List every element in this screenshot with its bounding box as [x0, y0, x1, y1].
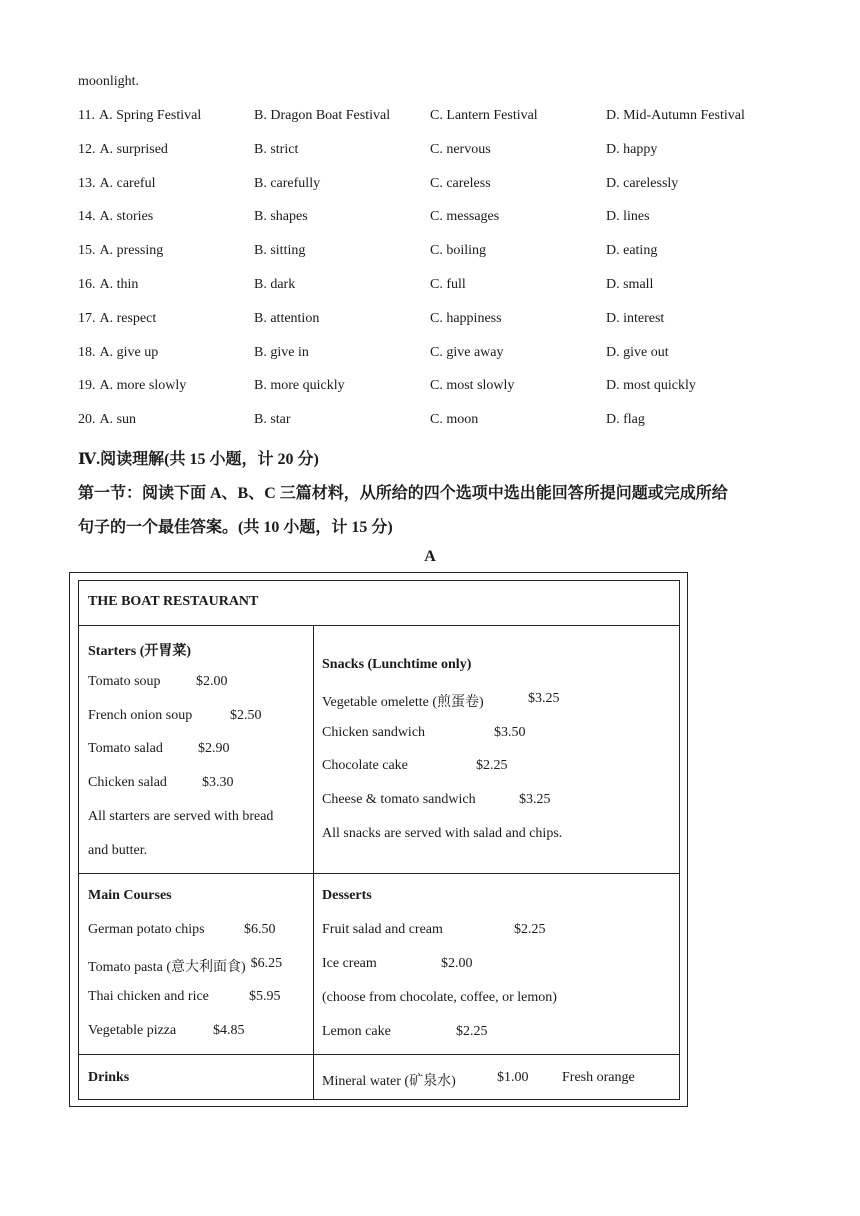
drinks-heading: Drinks [88, 1070, 130, 1085]
option-text: A. thin [99, 277, 139, 292]
option-b: B. Dragon Boat Festival [254, 108, 391, 123]
menu-item-price: $2.50 [230, 707, 262, 723]
menu-item-name: Chicken salad [88, 775, 167, 791]
option-d: D. small [606, 277, 654, 292]
option-c: C. most slowly [430, 378, 515, 394]
part-instruction-line-2: 句子的一个最佳答案。(共 10 小题，计 15 分) [78, 519, 393, 536]
menu-item-name: Tomato salad [88, 741, 163, 757]
option-c: C. moon [430, 412, 479, 428]
part-instruction-line-1: 第一节：阅读下面 A、B、C 三篇材料，从所给的四个选项中选出能回答所提问题或完成所给 [78, 485, 728, 502]
menu-item-price: $3.25 [528, 691, 560, 706]
menu-item-name: Cheese & tomato sandwich [322, 792, 476, 808]
menu-item-name: French onion soup [88, 707, 193, 723]
menu-item-price: $2.90 [198, 741, 230, 757]
ice-cream-flavors-note: (choose from chocolate, coffee, or lemon) [322, 990, 557, 1005]
question-number: 14. [78, 209, 96, 225]
menu-item-name: Vegetable pizza [88, 1023, 177, 1039]
option-d: D. Mid-Autumn Festival [606, 108, 745, 123]
question-number: 19. [78, 378, 96, 394]
menu-item-name: Tomato pasta (意大利面食) [88, 959, 246, 975]
menu-item-name: Lemon cake [322, 1024, 391, 1039]
question-options-row [78, 243, 778, 263]
starters-heading: Starters (开胃菜) [88, 644, 192, 659]
option-b: B. give in [254, 344, 309, 360]
menu-item-price: $2.00 [441, 956, 473, 971]
question-options-row [78, 209, 778, 229]
option-c: C. nervous [430, 141, 491, 157]
option-b: B. shapes [254, 209, 308, 225]
starters-note-line-2: and butter. [88, 843, 148, 858]
option-text: A. stories [99, 209, 154, 225]
option-a [78, 108, 201, 124]
option-text: A. pressing [99, 243, 164, 259]
menu-item-name: Vegetable omelette (煎蛋卷) [322, 695, 484, 710]
menu-item-name: German potato chips [88, 922, 205, 937]
option-b: B. sitting [254, 243, 306, 259]
question-number: 18. [78, 344, 96, 360]
option-c: C. Lantern Festival [430, 108, 538, 123]
option-c: C. careless [430, 175, 491, 191]
snacks-heading: Snacks (Lunchtime only) [322, 657, 472, 672]
menu-item-name: Chicken sandwich [322, 724, 426, 740]
question-options-row [78, 277, 778, 297]
question-options-row [78, 345, 778, 365]
table-column-divider [313, 625, 314, 1100]
question-options-row [78, 108, 778, 128]
option-a [78, 176, 155, 192]
menu-item-price: $2.25 [476, 758, 508, 774]
question-options-row [78, 176, 778, 196]
question-number: 12. [78, 141, 96, 157]
option-d: D. give out [606, 344, 669, 360]
snacks-note: All snacks are served with salad and chips. [322, 826, 563, 841]
question-number: 13. [78, 175, 96, 191]
question-options-row [78, 142, 778, 162]
option-a [78, 345, 158, 361]
option-b: B. strict [254, 141, 299, 157]
section-title: Ⅳ.阅读理解(共 15 小题，计 20 分) [78, 451, 319, 468]
option-c: C. happiness [430, 310, 502, 326]
menu-item-price: $6.50 [244, 922, 276, 937]
option-text: A. give up [99, 344, 159, 360]
starters-note-line-1: All starters are served with bread [88, 809, 274, 824]
option-c: C. full [430, 277, 466, 292]
option-d: D. interest [606, 310, 665, 326]
question-options-row [78, 378, 778, 398]
question-number: 11. [78, 108, 95, 123]
option-text: A. respect [99, 310, 157, 326]
passage-tail-text: moonlight. [78, 74, 140, 89]
option-d: D. happy [606, 141, 658, 157]
option-d: D. most quickly [606, 378, 696, 394]
question-number: 17. [78, 310, 96, 326]
question-options-row [78, 412, 778, 432]
menu-item-name: Mineral water (矿泉水) [322, 1074, 456, 1089]
menu-item-name: Thai chicken and rice [88, 989, 209, 1005]
option-a [78, 277, 138, 293]
option-c: C. messages [430, 209, 500, 225]
option-b: B. carefully [254, 175, 321, 191]
menu-item-name: Fresh orange [562, 1070, 635, 1085]
menu-item-price: $2.25 [456, 1024, 488, 1039]
option-text: A. sun [99, 412, 137, 428]
menu-item-price: $4.85 [213, 1023, 245, 1039]
option-a [78, 243, 163, 259]
menu-item-name: Ice cream [322, 956, 377, 971]
question-number: 20. [78, 412, 96, 428]
question-options-row [78, 311, 778, 331]
option-b: B. more quickly [254, 378, 345, 394]
menu-item-price: $3.25 [519, 792, 551, 808]
option-a [78, 412, 136, 428]
option-a [78, 311, 156, 327]
option-text: A. surprised [99, 141, 168, 157]
question-number: 16. [78, 277, 96, 292]
menu-item-price: $2.00 [196, 674, 228, 689]
option-c: C. give away [430, 344, 504, 360]
menu-item-price: $3.30 [202, 775, 234, 791]
menu-item-price: $3.50 [494, 724, 526, 740]
option-text: A. careful [99, 175, 156, 191]
option-b: B. attention [254, 310, 320, 326]
option-d: D. lines [606, 209, 650, 225]
menu-item-name: Chocolate cake [322, 758, 408, 774]
menu-item-price: $1.00 [497, 1070, 529, 1085]
option-a [78, 142, 168, 158]
option-d: D. flag [606, 412, 645, 428]
option-c: C. boiling [430, 243, 487, 259]
main-courses-heading: Main Courses [88, 888, 172, 903]
option-a [78, 209, 153, 225]
option-b: B. dark [254, 277, 296, 292]
menu-item-price: $5.95 [249, 989, 281, 1005]
option-text: A. more slowly [99, 378, 187, 394]
option-d: D. carelessly [606, 175, 679, 191]
passage-label: A [424, 548, 436, 565]
menu-title: THE BOAT RESTAURANT [88, 594, 259, 609]
menu-item-name: Tomato soup [88, 674, 161, 689]
table-divider [78, 625, 680, 626]
option-a [78, 378, 186, 394]
option-text: A. Spring Festival [98, 108, 202, 123]
table-divider [78, 873, 680, 874]
table-divider [78, 1054, 680, 1055]
option-b: B. star [254, 412, 291, 428]
option-d: D. eating [606, 243, 658, 259]
menu-item-name: Fruit salad and cream [322, 922, 443, 937]
desserts-heading: Desserts [322, 888, 372, 903]
question-number: 15. [78, 243, 96, 259]
menu-item-price: $2.25 [514, 922, 546, 937]
menu-item-price: $6.25 [250, 955, 283, 971]
